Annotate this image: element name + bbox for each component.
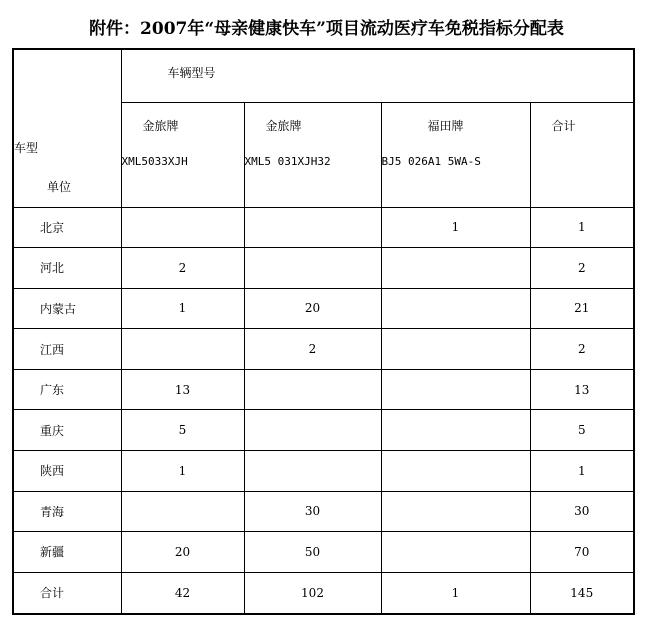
value-cell [381,491,530,532]
model-number: XML5033XJH [121,154,188,168]
value-cell: 42 [121,572,244,614]
value-cell [244,450,381,491]
total-cell: 145 [530,572,634,614]
unit-cell: 新疆 [13,532,121,573]
model-number: BJ5 026A1 5WA-S [381,154,481,168]
table-row [13,248,634,289]
value-cell [244,248,381,289]
vehicle-model-header: 车辆型号 [121,49,634,102]
value-cell: 1 [121,450,244,491]
unit-cell: 合计 [13,572,121,614]
total-cell: 5 [530,410,634,451]
value-cell: 102 [244,572,381,614]
table-row [13,288,634,329]
value-cell [381,532,530,573]
unit-cell: 江西 [13,329,121,370]
value-cell [244,369,381,410]
brand-name: 金旅牌 [265,118,302,133]
value-cell [381,288,530,329]
unit-cell: 青海 [13,491,121,532]
value-cell [121,491,244,532]
column-header [530,102,634,207]
value-cell: 1 [381,207,530,248]
column-header [244,102,381,207]
value-cell: 1 [381,572,530,614]
value-cell: 13 [121,369,244,410]
total-cell: 70 [530,532,634,573]
value-cell [244,207,381,248]
car-type-label: 车型 [14,141,39,155]
allocation-table [12,48,635,615]
unit-cell: 重庆 [13,410,121,451]
value-cell: 2 [244,329,381,370]
table-row [13,369,634,410]
value-cell: 20 [244,288,381,329]
value-cell: 5 [121,410,244,451]
value-cell [244,410,381,451]
value-cell [381,329,530,370]
total-cell: 2 [530,248,634,289]
total-cell: 1 [530,450,634,491]
unit-cell: 陕西 [13,450,121,491]
value-cell [381,410,530,451]
column-header [381,102,530,207]
table-row [13,207,634,248]
model-number: XML5 031XJH32 [244,154,331,168]
total-cell: 2 [530,329,634,370]
value-cell: 20 [121,532,244,573]
value-cell [381,248,530,289]
table-row [13,329,634,370]
value-cell: 1 [121,288,244,329]
brand-name: 金旅牌 [142,118,179,133]
brand-name: 合计 [551,118,576,133]
unit-cell: 内蒙古 [13,288,121,329]
value-cell: 2 [121,248,244,289]
value-cell: 50 [244,532,381,573]
unit-cell: 河北 [13,248,121,289]
value-cell: 30 [244,491,381,532]
value-cell [121,207,244,248]
value-cell [381,369,530,410]
column-header [121,102,244,207]
unit-cell: 广东 [13,369,121,410]
total-cell: 13 [530,369,634,410]
value-cell [381,450,530,491]
table-row [13,450,634,491]
total-cell: 30 [530,491,634,532]
table-row [13,532,634,573]
table-row-total [13,572,634,614]
table-row [13,491,634,532]
corner-header-cell [13,49,121,207]
total-cell: 1 [530,207,634,248]
brand-name: 福田牌 [427,118,464,133]
value-cell [121,329,244,370]
table-row [13,410,634,451]
total-cell: 21 [530,288,634,329]
unit-label: 单位 [47,180,72,194]
unit-cell: 北京 [13,207,121,248]
page-title: 附件：2007年“母亲健康快车”项目流动医疗车免税指标分配表 [89,19,564,39]
